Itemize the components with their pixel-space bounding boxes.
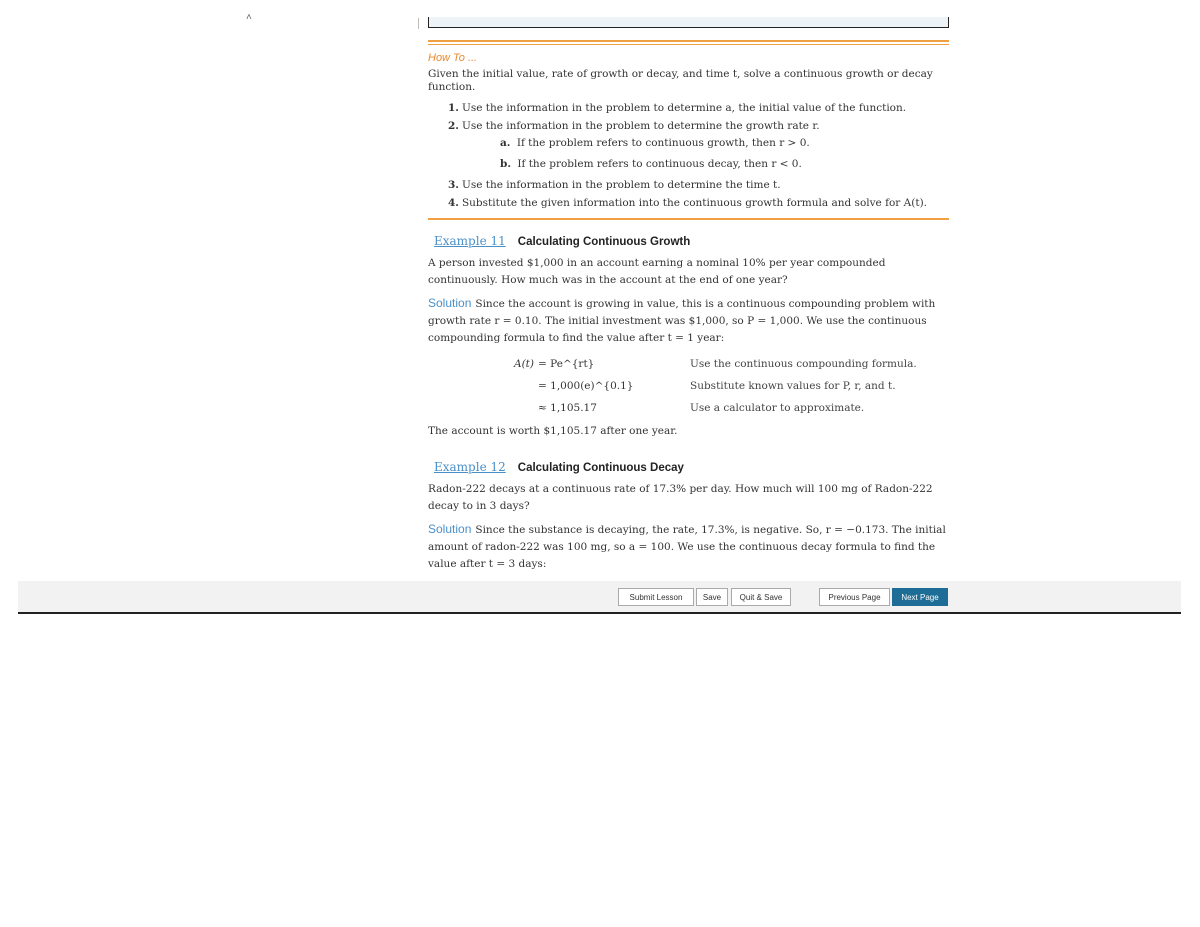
equation-lhs bbox=[428, 397, 538, 419]
howto-step: 3. Use the information in the problem to determine the time t. bbox=[448, 179, 781, 191]
example-11-solution: Solution Since the account is growing in value, this is a continuous compounding problem with growth rate r = 0.10. The initial investment was $1,000, so P = 1,000. We use the continuous compounding formula to find the value after t = 1 year: bbox=[428, 296, 936, 344]
howto-step: 4. Substitute the given information into the continuous growth formula and solve for A(t). bbox=[448, 197, 927, 209]
example-12-solution: Solution Since the substance is decaying, the rate, 17.3%, is negative. So, r = −0.173. The initial amount of radon-222 was 100 mg, so a = 100. We use the continuous decay formula to find the value after t = 3 days: bbox=[428, 522, 946, 570]
howto-substep: b. If the problem refers to continuous decay, then r < 0. bbox=[500, 158, 802, 170]
example-11-header bbox=[428, 234, 949, 248]
example-12-link[interactable]: Example 12 bbox=[434, 460, 506, 474]
equation-note: Substitute known values for P, r, and t. bbox=[690, 380, 896, 392]
example-12-equations bbox=[428, 579, 949, 580]
previous-page-button[interactable]: Previous Page bbox=[819, 588, 890, 606]
solution-label: Solution bbox=[428, 522, 472, 536]
equation-lhs bbox=[428, 375, 538, 397]
equation-rhs bbox=[538, 579, 690, 580]
equation-rhs: ≈ 1,105.17 bbox=[538, 402, 597, 414]
equation-note bbox=[690, 579, 949, 580]
example-11-problem: A person invested $1,000 in an account earning a nominal 10% per year compounded continuously. How much was in the account at the end of one year? bbox=[428, 257, 886, 286]
lesson-content bbox=[428, 40, 949, 580]
equation-rhs: = Pe^{rt} bbox=[538, 358, 595, 370]
submit-lesson-button[interactable]: Submit Lesson bbox=[618, 588, 694, 606]
howto-substep: a. If the problem refers to continuous growth, then r > 0. bbox=[500, 137, 810, 149]
example-12-problem: Radon-222 decays at a continuous rate of 17.3% per day. How much will 100 mg of Radon-222 decay to in 3 days? bbox=[428, 483, 933, 512]
equation-rhs: = 1,000(e)^{0.1} bbox=[538, 380, 634, 392]
save-button[interactable]: Save bbox=[696, 588, 728, 606]
howto-top-rule bbox=[428, 40, 949, 45]
howto-step: 1. Use the information in the problem to determine a, the initial value of the function. bbox=[448, 102, 907, 114]
howto-intro: Given the initial value, rate of growth or decay, and time t, solve a continuous growth or decay function. bbox=[428, 68, 933, 93]
example-12-header bbox=[428, 460, 949, 474]
previous-content-box bbox=[428, 17, 949, 28]
howto-bottom-rule bbox=[428, 218, 949, 220]
example-11-link[interactable]: Example 11 bbox=[434, 234, 506, 248]
equation-note: Use a calculator to approximate. bbox=[690, 402, 865, 414]
example-11-equations bbox=[428, 353, 949, 419]
equation-lhs: A(t) bbox=[514, 358, 534, 370]
sidebar-edge bbox=[418, 18, 419, 29]
example-11-title: Calculating Continuous Growth bbox=[517, 236, 691, 248]
equation-lhs bbox=[428, 579, 538, 580]
collapse-caret-icon[interactable]: ˄ bbox=[246, 12, 252, 23]
example-12-title: Calculating Continuous Decay bbox=[517, 462, 684, 474]
howto-substeps bbox=[448, 137, 949, 171]
howto-step: 2. Use the information in the problem to determine the growth rate r. a. If the problem refers to continuous growth, then r > 0. b. If the problem refers to continuous decay, then r < 0. bbox=[448, 120, 949, 171]
solution-label: Solution bbox=[428, 296, 472, 310]
lesson-toolbar bbox=[18, 581, 1181, 614]
quit-and-save-button[interactable]: Quit & Save bbox=[731, 588, 791, 606]
equation-note: Use the continuous compounding formula. bbox=[690, 358, 917, 370]
howto-steps bbox=[428, 102, 949, 210]
next-page-button[interactable]: Next Page bbox=[892, 588, 948, 606]
example-11-conclusion: The account is worth $1,105.17 after one year. bbox=[428, 425, 678, 437]
howto-title: How To ... bbox=[428, 52, 478, 64]
